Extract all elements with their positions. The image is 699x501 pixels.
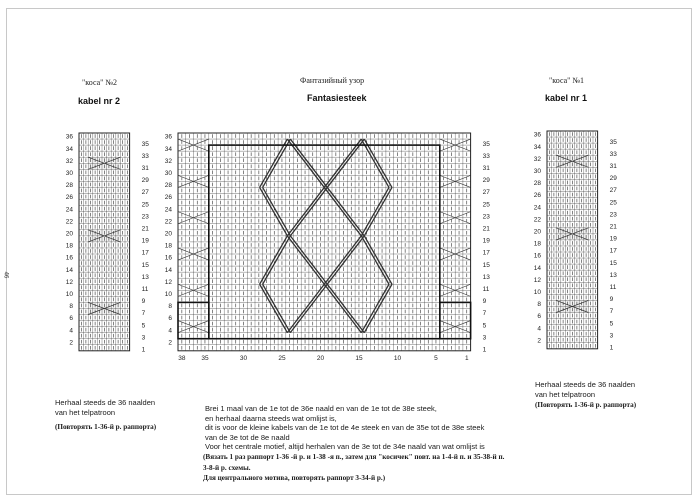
row-label: 7 bbox=[141, 310, 146, 318]
row-label: 27 bbox=[482, 189, 490, 197]
caption-ru: (Повторять 1-36-й р. раппорта) bbox=[535, 401, 637, 410]
stitch-label: 15 bbox=[355, 354, 363, 362]
row-label: 21 bbox=[141, 225, 149, 233]
cable-band bbox=[88, 230, 120, 242]
row-label: 31 bbox=[141, 164, 149, 172]
row-label: 22 bbox=[65, 218, 73, 226]
cable-band bbox=[88, 302, 120, 314]
row-label: 33 bbox=[609, 150, 617, 158]
row-label: 16 bbox=[164, 254, 172, 262]
row-label: 19 bbox=[609, 235, 617, 243]
row-label: 17 bbox=[482, 249, 490, 257]
row-label: 24 bbox=[164, 206, 172, 214]
row-label: 32 bbox=[533, 155, 541, 163]
row-label: 17 bbox=[141, 249, 149, 257]
row-label: 30 bbox=[65, 170, 73, 178]
row-label: 9 bbox=[141, 298, 146, 306]
row-label: 3 bbox=[482, 334, 487, 342]
center-chart-title-ru: Фантазийный узор bbox=[300, 76, 365, 85]
caption-line: Herhaal steeds de 36 naalden bbox=[55, 398, 156, 407]
row-label: 1 bbox=[609, 344, 614, 352]
row-label: 27 bbox=[141, 189, 149, 197]
row-label: 33 bbox=[482, 152, 490, 160]
row-label: 22 bbox=[533, 216, 541, 224]
row-label: 3 bbox=[609, 332, 614, 340]
instruction-line: Brei 1 maal van de 1e tot de 36e naald en van de 1e tot de 38e steek, bbox=[205, 404, 437, 413]
row-label: 5 bbox=[482, 322, 487, 330]
row-label: 23 bbox=[141, 213, 149, 221]
stitch-label: 35 bbox=[201, 354, 209, 362]
row-label: 5 bbox=[141, 322, 146, 330]
row-label: 8 bbox=[69, 303, 73, 311]
row-label: 34 bbox=[65, 145, 73, 153]
row-label: 2 bbox=[537, 337, 541, 345]
row-label: 30 bbox=[164, 170, 172, 178]
row-label: 6 bbox=[168, 315, 172, 323]
row-label: 11 bbox=[141, 285, 149, 293]
row-label: 32 bbox=[164, 157, 172, 165]
row-label: 5 bbox=[609, 320, 614, 328]
instruction-line: en herhaal daarna steeds wat omlijst is, bbox=[205, 413, 337, 423]
row-label: 36 bbox=[65, 133, 73, 141]
stitch-label: 1 bbox=[464, 354, 469, 362]
row-label: 34 bbox=[533, 143, 541, 151]
row-label: 25 bbox=[609, 199, 617, 207]
row-label: 3 bbox=[141, 334, 146, 342]
row-label: 16 bbox=[65, 254, 73, 262]
row-label: 33 bbox=[141, 152, 149, 160]
row-label: 9 bbox=[482, 298, 487, 306]
right-chart-title-ru: "коса" №1 bbox=[549, 76, 585, 85]
stitch-label: 20 bbox=[316, 354, 325, 362]
row-label: 36 bbox=[164, 133, 172, 141]
row-label: 21 bbox=[482, 225, 490, 233]
row-label: 14 bbox=[164, 266, 172, 274]
right-cable-chart bbox=[508, 128, 648, 358]
row-label: 2 bbox=[168, 339, 172, 347]
row-label: 10 bbox=[164, 291, 172, 299]
caption-line: Herhaal steeds de 36 naalden bbox=[535, 380, 636, 389]
row-label: 1 bbox=[141, 346, 146, 354]
row-label: 13 bbox=[609, 271, 617, 279]
stitch-label: 25 bbox=[278, 354, 286, 362]
row-label: 9 bbox=[609, 296, 614, 304]
cable-band bbox=[556, 300, 588, 312]
left-chart-title-nl: kabel nr 2 bbox=[78, 96, 121, 106]
row-label: 11 bbox=[482, 285, 490, 293]
row-label: 26 bbox=[164, 194, 172, 202]
caption-line: van het telpatroon bbox=[55, 407, 116, 417]
row-label: 8 bbox=[537, 301, 541, 309]
row-label: 6 bbox=[537, 313, 541, 321]
cable-band bbox=[88, 157, 120, 169]
instruction-line: Voor het centrale motief, altijd herhalen van de 3e tot de 34e naald van wat omlijst is bbox=[205, 442, 485, 452]
instruction-line: van de 3e tot de 8e naald bbox=[205, 432, 290, 442]
row-label: 11 bbox=[609, 283, 617, 291]
row-label: 12 bbox=[164, 278, 172, 286]
center-chart-title-nl: Fantasiesteek bbox=[307, 93, 367, 103]
page-number: 46 bbox=[2, 271, 9, 279]
cable-band bbox=[556, 228, 588, 240]
row-label: 21 bbox=[609, 223, 617, 231]
row-label: 4 bbox=[537, 325, 541, 333]
row-label: 23 bbox=[609, 211, 617, 219]
row-label: 20 bbox=[164, 230, 172, 238]
right-chart-caption bbox=[535, 380, 636, 411]
row-label: 12 bbox=[533, 276, 541, 284]
row-label: 29 bbox=[141, 177, 149, 185]
row-label: 18 bbox=[65, 242, 73, 250]
row-label: 18 bbox=[533, 240, 541, 248]
row-label: 32 bbox=[65, 157, 73, 165]
instructions-ru bbox=[203, 452, 504, 484]
row-label: 31 bbox=[482, 164, 490, 172]
chart-grid bbox=[79, 133, 130, 351]
row-label: 19 bbox=[141, 237, 149, 245]
row-label: 12 bbox=[65, 278, 73, 286]
row-label: 29 bbox=[609, 175, 617, 183]
row-label: 28 bbox=[65, 182, 73, 190]
row-label: 23 bbox=[482, 213, 490, 221]
stitch-label: 38 bbox=[178, 354, 186, 362]
instruction-line-ru: (Вязать 1 раз раппорт 1-36 -й р. и 1-38 -я п., затем для "косичек" повт. на 1-4-й п. и 35-38-й п. bbox=[203, 453, 505, 461]
instructions-nl bbox=[205, 404, 485, 452]
row-label: 14 bbox=[533, 264, 541, 272]
row-label: 35 bbox=[609, 138, 617, 146]
row-label: 20 bbox=[533, 228, 541, 236]
row-label: 13 bbox=[482, 273, 490, 281]
row-label: 4 bbox=[168, 327, 172, 335]
instruction-line: dit is voor de kleine kabels van de 1e tot de 4e steek en van de 35e tot de 38e steek bbox=[205, 423, 485, 433]
row-label: 13 bbox=[141, 273, 149, 281]
row-label: 24 bbox=[65, 206, 73, 214]
row-label: 15 bbox=[609, 259, 617, 267]
row-label: 18 bbox=[164, 242, 172, 250]
caption-line: van het telpatroon bbox=[535, 389, 596, 399]
chart-grid bbox=[178, 133, 471, 351]
fantasy-stitch-chart bbox=[150, 130, 510, 375]
cable-band bbox=[556, 155, 588, 167]
row-label: 4 bbox=[69, 327, 73, 335]
instruction-line-ru: 3-8-й р. схемы. bbox=[203, 463, 251, 472]
row-label: 25 bbox=[482, 201, 490, 209]
stitch-label: 5 bbox=[434, 354, 438, 362]
row-label: 2 bbox=[69, 339, 73, 347]
row-label: 25 bbox=[141, 201, 149, 209]
row-label: 28 bbox=[533, 180, 541, 188]
row-label: 29 bbox=[482, 177, 490, 185]
left-chart-caption bbox=[55, 398, 156, 433]
row-label: 26 bbox=[65, 194, 73, 202]
row-label: 19 bbox=[482, 237, 490, 245]
row-label: 24 bbox=[533, 204, 541, 212]
row-label: 17 bbox=[609, 247, 617, 255]
row-label: 35 bbox=[482, 140, 490, 148]
row-label: 35 bbox=[141, 140, 149, 148]
row-label: 7 bbox=[609, 308, 614, 316]
row-label: 8 bbox=[168, 303, 172, 311]
row-label: 15 bbox=[141, 261, 149, 269]
row-label: 16 bbox=[533, 252, 541, 260]
chart-grid bbox=[547, 131, 598, 349]
row-label: 15 bbox=[482, 261, 490, 269]
instruction-line-ru: Для центрального мотива, повторять раппорт 3-34-й р.) bbox=[203, 474, 386, 482]
stitch-label: 10 bbox=[393, 354, 402, 362]
row-label: 34 bbox=[164, 145, 172, 153]
row-label: 31 bbox=[609, 162, 617, 170]
row-label: 10 bbox=[65, 291, 73, 299]
stitch-label: 30 bbox=[239, 354, 248, 362]
row-label: 26 bbox=[533, 192, 541, 200]
row-label: 22 bbox=[164, 218, 172, 226]
right-chart-title-nl: kabel nr 1 bbox=[545, 93, 588, 103]
left-chart-title-ru: "коса" №2 bbox=[82, 78, 118, 87]
row-label: 1 bbox=[482, 346, 487, 354]
row-label: 30 bbox=[533, 168, 541, 176]
row-label: 27 bbox=[609, 187, 617, 195]
row-label: 10 bbox=[533, 289, 541, 297]
row-label: 36 bbox=[533, 131, 541, 139]
row-label: 7 bbox=[482, 310, 487, 318]
row-label: 6 bbox=[69, 315, 73, 323]
row-label: 20 bbox=[65, 230, 73, 238]
caption-ru: (Повторять 1-36-й р. раппорта) bbox=[55, 423, 157, 432]
row-label: 28 bbox=[164, 182, 172, 190]
row-label: 14 bbox=[65, 266, 73, 274]
